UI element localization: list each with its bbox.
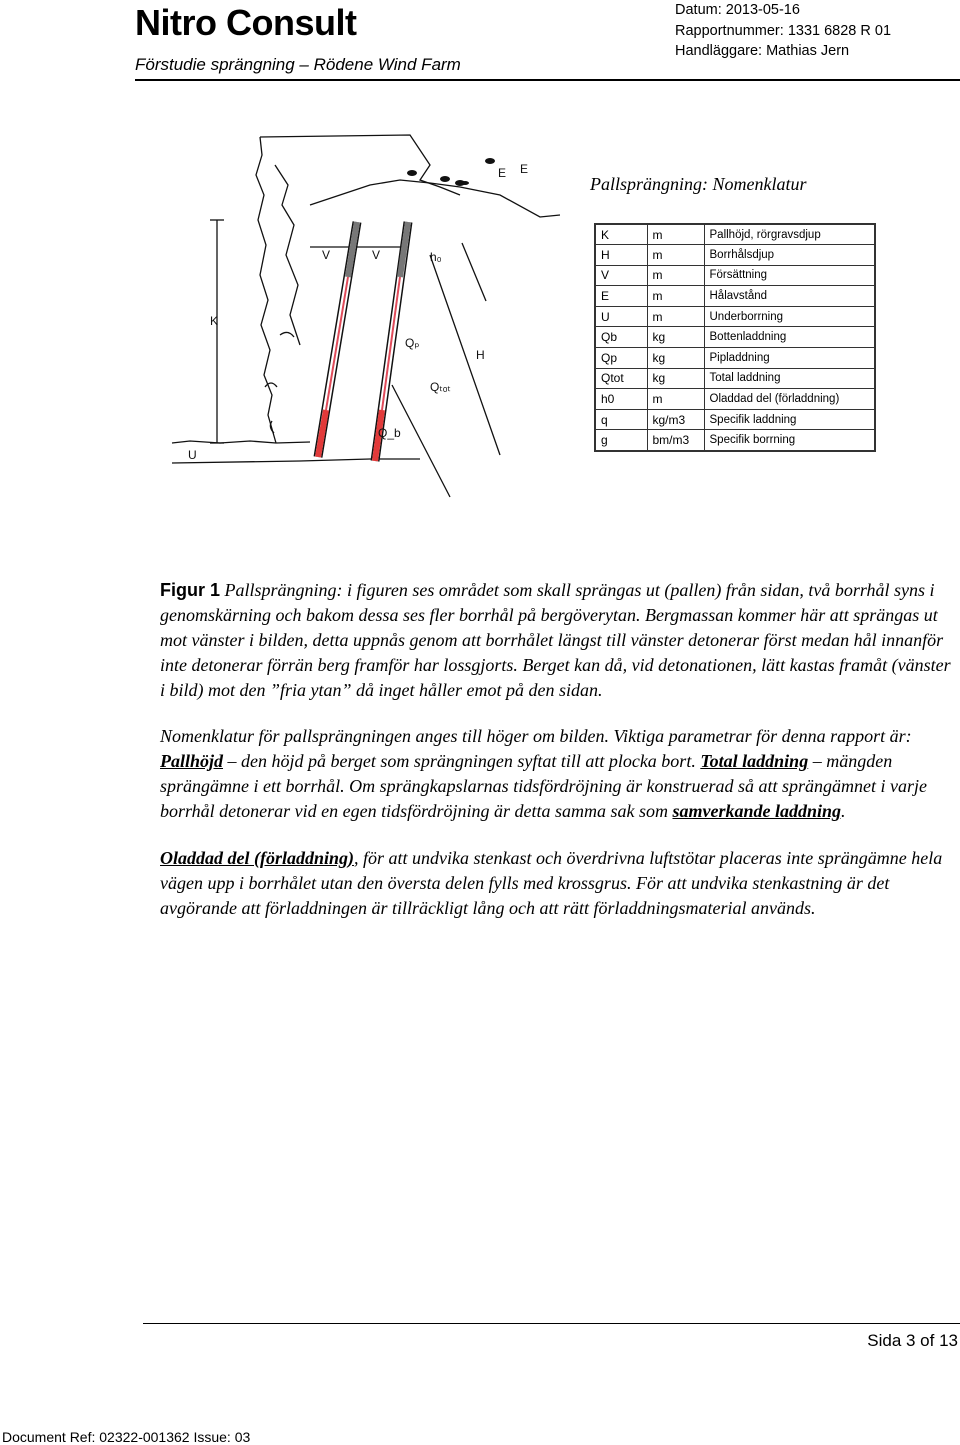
symbol-cell: H	[595, 245, 647, 266]
nomenclature-row	[595, 368, 875, 389]
nomenclature-row	[595, 409, 875, 430]
document-reference: Document Ref: 02322-001362 Issue: 03	[2, 1429, 251, 1445]
symbol-cell: K	[595, 224, 647, 245]
unit-cell: m	[647, 265, 704, 286]
unit-cell: kg	[647, 327, 704, 348]
label-u: U	[188, 448, 197, 462]
symbol-cell: g	[595, 430, 647, 451]
description-cell: Specifik laddning	[704, 409, 875, 430]
symbol-cell: V	[595, 265, 647, 286]
paragraph-forladdning	[160, 846, 960, 921]
figure-label: Figur 1	[160, 580, 221, 600]
unit-cell: m	[647, 286, 704, 307]
page-number: Sida 3 of 13	[867, 1331, 958, 1350]
paragraph-nomenclature	[160, 724, 960, 824]
report-number: Rapportnummer: 1331 6828 R 01	[675, 22, 892, 39]
symbol-cell: Qp	[595, 348, 647, 369]
body-text	[160, 578, 960, 921]
label-qtot: Qₜₒₜ	[430, 380, 451, 394]
nomenclature-row	[595, 430, 875, 451]
unit-cell: m	[647, 306, 704, 327]
label-v-2: V	[372, 248, 381, 262]
unit-cell: kg	[647, 348, 704, 369]
description-cell: Pipladdning	[704, 348, 875, 369]
document-subtitle: Förstudie sprängning – Rödene Wind Farm	[135, 55, 461, 74]
nomenclature-row	[595, 389, 875, 410]
description-cell: Bottenladdning	[704, 327, 875, 348]
description-cell: Specifik borrning	[704, 430, 875, 451]
label-h0: h₀	[430, 250, 442, 264]
unit-cell: kg	[647, 368, 704, 389]
report-date: Datum: 2013-05-16	[675, 2, 800, 18]
symbol-cell: Qb	[595, 327, 647, 348]
label-e-2: E	[520, 162, 529, 176]
description-cell: Underborrning	[704, 306, 875, 327]
caption-text: Pallsprängning: i figuren ses området som skall sprängas ut (pallen) från sidan, två borrhål syns i genomskärning och bakom dessa ses fler borrhål på bergöverytan. Bergmassan kommer här att sprängas ut mot vänster i bilden, detta uppnås genom att borrhålet längst till vänster detonerar först medan hål innanför inte detonerar förrän berg framför har lossgjorts. Berget kan då, vid detonationen, lätt kastas framåt (vänster i bild) mot den ”fria ytan” då inget håller emot på den sidan.	[160, 580, 951, 700]
symbol-cell: U	[595, 306, 647, 327]
header-rule	[135, 79, 960, 81]
nomenclature-title: Pallsprängning: Nomenklatur	[590, 174, 807, 194]
nomenclature-table	[594, 223, 876, 452]
text-span: Nomenklatur för pallsprängningen anges till höger om bilden. Viktiga parametrar för denna rapport är:	[160, 726, 912, 746]
unit-cell: m	[647, 389, 704, 410]
description-cell: Hålavstånd	[704, 286, 875, 307]
label-qb: Q_b	[378, 426, 401, 440]
company-name: Nitro Consult	[135, 2, 357, 43]
text-span: – den höjd på berget som sprängningen syftat till att plocka bort.	[223, 751, 701, 771]
label-v-1: V	[322, 248, 331, 262]
text-span: , för att undvika stenkast och överdrivna luftstötar placeras inte sprängämne hela vägen upp i borrhålet utan den översta delen fylls med krossgrus. För att undvika stenkastning är det avgörande att förladdningen är tillräckligt lång och att rätt förladdningsmaterial används.	[160, 848, 943, 918]
description-cell: Försättning	[704, 265, 875, 286]
nomenclature-row	[595, 306, 875, 327]
term-pallhojd: Pallhöjd	[160, 751, 224, 771]
figure-caption	[160, 578, 960, 703]
label-qp: Qₚ	[405, 336, 420, 350]
description-cell: Borrhålsdjup	[704, 245, 875, 266]
unit-cell: m	[647, 245, 704, 266]
symbol-cell: q	[595, 409, 647, 430]
text-span: – mängden sprängämne i ett borrhål. Om sprängkapslarnas tidsfördröjning är konstruerad så att sprängämnet i varje borrhål detonerar vid en egen tidsfördröjning är detta samma sak som	[160, 751, 928, 821]
term-oladdad-del: Oladdad del (förladdning)	[160, 848, 355, 868]
nomenclature-row	[595, 245, 875, 266]
description-cell: Pallhöjd, rörgravsdjup	[704, 224, 875, 245]
unit-cell: bm/m3	[647, 430, 704, 451]
description-cell: Total laddning	[704, 368, 875, 389]
term-total-laddning: Total laddning	[700, 751, 809, 771]
footer-rule	[143, 1323, 960, 1324]
nomenclature-row	[595, 327, 875, 348]
label-k: K	[210, 314, 219, 328]
label-e-1: E	[498, 166, 507, 180]
text-span: .	[841, 801, 846, 821]
report-handler: Handläggare: Mathias Jern	[675, 43, 850, 59]
unit-cell: m	[647, 224, 704, 245]
symbol-cell: Qtot	[595, 368, 647, 389]
symbol-cell: h0	[595, 389, 647, 410]
symbol-cell: E	[595, 286, 647, 307]
description-cell: Oladdad del (förladdning)	[704, 389, 875, 410]
nomenclature-row	[595, 265, 875, 286]
unit-cell: kg/m3	[647, 409, 704, 430]
nomenclature-row	[595, 348, 875, 369]
bench-blasting-diagram	[160, 125, 580, 505]
nomenclature-row	[595, 224, 875, 245]
nomenclature-row	[595, 286, 875, 307]
label-h: H	[476, 348, 485, 362]
header-meta	[675, 0, 891, 62]
term-samverkande-laddning: samverkande laddning	[672, 801, 841, 821]
